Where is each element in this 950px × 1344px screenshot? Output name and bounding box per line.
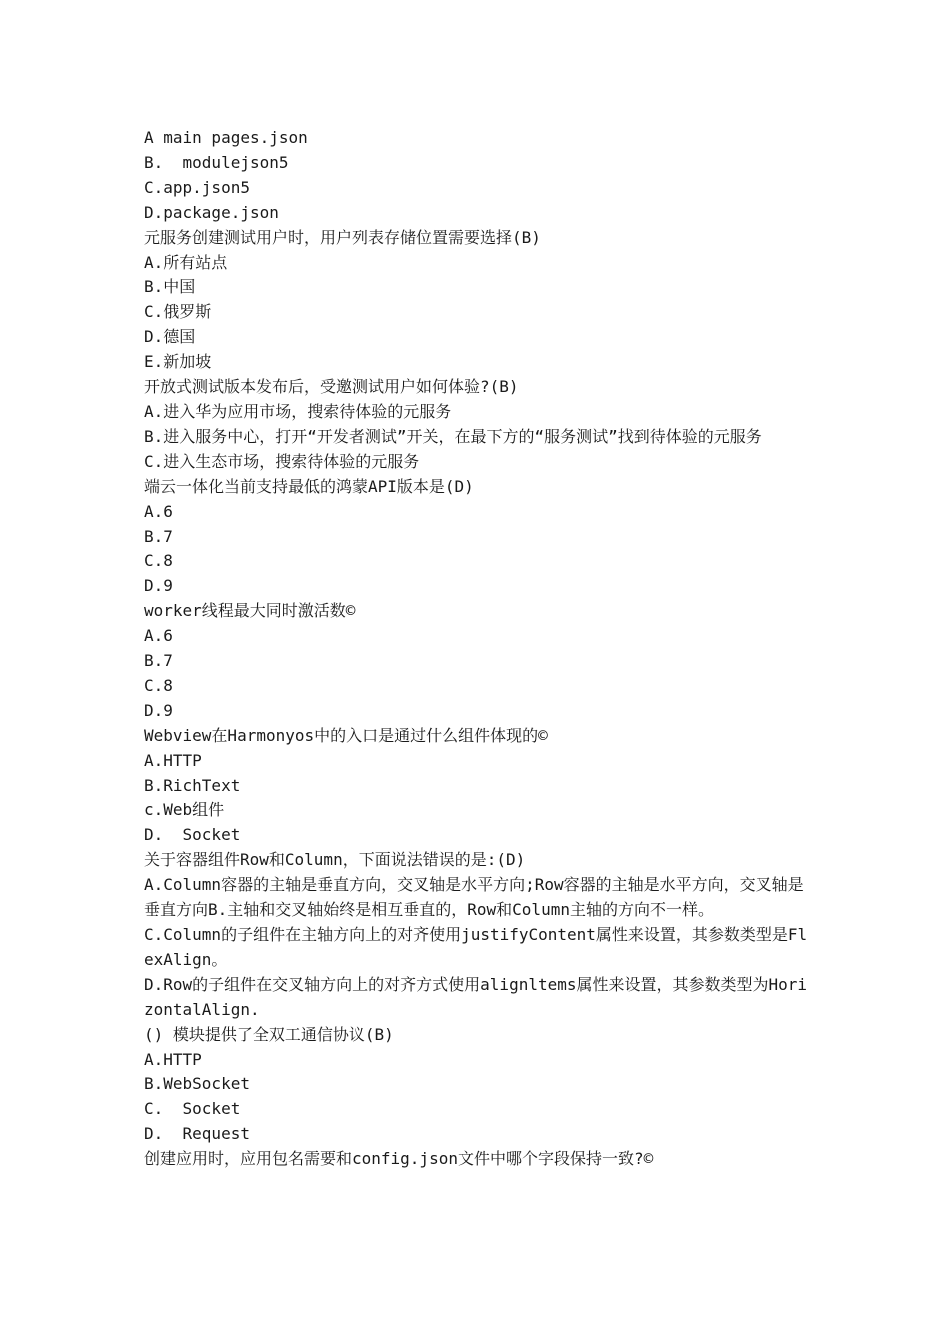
option-a: A.所有站点: [144, 252, 228, 272]
question-webview-entry: Webview在Harmonyos中的入口是通过什么组件体现的©: [144, 725, 548, 745]
question-full-duplex-module: () 模块提供了全双工通信协议(B): [144, 1024, 394, 1044]
question-open-test-experience: 开放式测试版本发布后，受邀测试用户如何体验?(B): [144, 377, 519, 397]
question-min-api-version: 端云一体化当前支持最低的鸿蒙API版本是(D): [144, 476, 474, 496]
option-a: A.HTTP: [144, 750, 202, 770]
option-c: c.Web组件: [144, 800, 225, 820]
question-row-column: 关于容器组件Row和Column，下面说法错误的是:(D): [144, 850, 526, 870]
option-d: D.Row的子组件在交叉轴方向上的对齐方式使用alignltems属性来设置，其参数类型为HorizontalAlign.: [144, 974, 808, 1019]
option-a: A.6: [144, 626, 173, 646]
option-d: D. Request: [144, 1124, 250, 1144]
option-b: B.RichText: [144, 775, 241, 795]
option-c: C.8: [144, 675, 173, 695]
option-e: E.新加坡: [144, 352, 212, 372]
option-a: A.HTTP: [144, 1049, 202, 1069]
option-d: D.9: [144, 700, 173, 720]
option-d: D.package.json: [144, 202, 279, 222]
option-c: C.app.json5: [144, 177, 250, 197]
option-d: D.9: [144, 576, 173, 596]
option-c: C.俄罗斯: [144, 302, 212, 322]
option-a: A.进入华为应用市场，搜索待体验的元服务: [144, 401, 452, 421]
question-test-user-storage: 元服务创建测试用户时，用户列表存储位置需要选择(B): [144, 227, 541, 247]
option-a: A main pages.json: [144, 128, 308, 147]
option-c: C. Socket: [144, 1099, 241, 1119]
option-b: B. modulejson5: [144, 152, 289, 172]
option-c: C.进入生态市场，搜索待体验的元服务: [144, 451, 420, 471]
option-d: D. Socket: [144, 825, 241, 845]
document-page: [144, 126, 810, 1172]
option-a: A.6: [144, 501, 173, 521]
option-d: D.德国: [144, 327, 196, 347]
option-a: A.Column容器的主轴是垂直方向，交叉轴是水平方向;Row容器的主轴是水平方向，交叉轴是垂直方向B.主轴和交叉轴始终是相互垂直的，Row和Column主轴的方向不一样。: [144, 875, 804, 920]
option-b: B.WebSocket: [144, 1074, 250, 1094]
option-b: B.进入服务中心，打开“开发者测试”开关，在最下方的“服务测试”找到待体验的元服务: [144, 426, 762, 446]
option-c: C.8: [144, 551, 173, 571]
option-b: B.中国: [144, 277, 196, 297]
option-b: B.7: [144, 526, 173, 546]
question-worker-threads: worker线程最大同时激活数©: [144, 601, 356, 621]
option-c: C.Column的子组件在主轴方向上的对齐使用justifyContent属性来设置，其参数类型是FlexAlign。: [144, 925, 808, 969]
option-b: B.7: [144, 651, 173, 671]
question-package-name-field: 创建应用时，应用包名需要和config.json文件中哪个字段保持一致?©: [144, 1149, 654, 1169]
